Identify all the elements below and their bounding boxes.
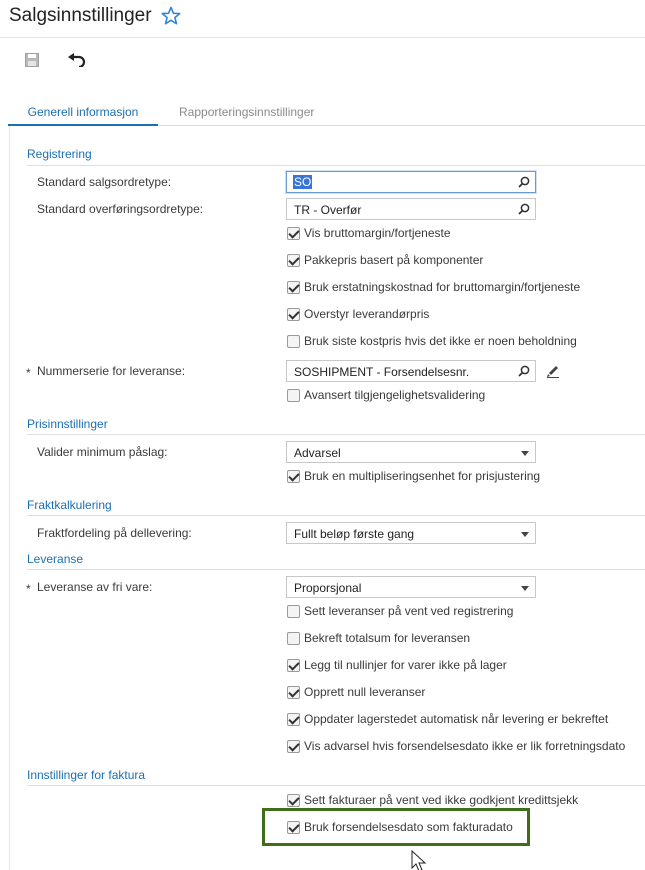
undo-icon: [68, 53, 86, 67]
checkbox-label: Vis advarsel hvis forsendelsesdato ikke er lik forretningsdato: [304, 739, 626, 753]
section-innstillinger-faktura: Innstillinger for faktura: [27, 768, 146, 782]
checkbox-label: Avansert tilgjengelighetsvalidering: [304, 388, 486, 402]
search-icon[interactable]: [518, 365, 530, 377]
section-registrering: Registrering: [27, 147, 92, 161]
checkbox-vis-bruttomargin[interactable]: [287, 227, 300, 240]
checkbox-label: Bekreft totalsum for leveransen: [304, 631, 471, 645]
title-bar: [0, 0, 645, 38]
section-divider: [27, 434, 645, 435]
checkbox-advarsel-forsendelsesdato[interactable]: [287, 740, 300, 753]
section-divider: [27, 785, 645, 786]
chevron-down-icon: [521, 451, 529, 456]
checkbox-label: Bruk en multipliseringsenhet for prisjustering: [304, 469, 541, 483]
valider-minimum-paslag-select[interactable]: [286, 441, 536, 463]
save-button[interactable]: [21, 50, 43, 70]
checkbox-label: Vis bruttomargin/fortjeneste: [304, 226, 451, 240]
page-title: Salgsinnstillinger: [9, 5, 152, 26]
checkbox-erstatningskostnad[interactable]: [287, 281, 300, 294]
standard-overforingsordretype-input[interactable]: [286, 198, 536, 220]
chevron-down-icon: [521, 586, 529, 591]
standard-salgsordretype-input[interactable]: [286, 171, 536, 193]
nummerserie-label: Nummerserie for leveranse:: [37, 364, 186, 378]
chevron-down-icon: [521, 532, 529, 537]
standard-salgsordretype-label: Standard salgsordretype:: [37, 175, 172, 189]
checkbox-nullinjer[interactable]: [287, 659, 300, 672]
search-icon[interactable]: [518, 176, 530, 188]
section-divider: [27, 165, 645, 166]
nummerserie-value: SOSHIPMENT - Forsendelsesnr.: [294, 365, 470, 379]
required-mark: *: [26, 366, 31, 380]
checkbox-label: Overstyr leverandørpris: [304, 307, 430, 321]
checkbox-pakkepris[interactable]: [287, 254, 300, 267]
tab-generell-informasjon[interactable]: Generell informasjon: [8, 105, 158, 126]
section-divider: [27, 569, 645, 570]
standard-overforingsordretype-label: Standard overføringsordretype:: [37, 202, 204, 216]
undo-button[interactable]: [66, 50, 88, 70]
checkbox-label: Pakkepris basert på komponenter: [304, 253, 484, 267]
standard-overforingsordretype-value: TR - Overfør: [294, 203, 362, 217]
checkbox-label: Legg til nullinjer for varer ikke på lager: [304, 658, 507, 672]
leveranse-fri-vare-label: Leveranse av fri vare:: [37, 580, 153, 594]
checkbox-label: Sett leveranser på vent ved registrering: [304, 604, 514, 618]
checkbox-label: Bruk forsendelsesdato som fakturadato: [304, 820, 513, 834]
leveranse-fri-vare-value: Proporsjonal: [294, 581, 362, 595]
checkbox-null-leveranser[interactable]: [287, 686, 300, 699]
checkbox-leveranser-pa-vent[interactable]: [287, 605, 300, 618]
mouse-cursor-icon: [410, 850, 432, 870]
valider-minimum-paslag-label: Valider minimum påslag:: [37, 445, 168, 459]
checkbox-bekreft-totalsum[interactable]: [287, 632, 300, 645]
nummerserie-input[interactable]: [286, 360, 536, 382]
tab-bar: [8, 94, 645, 126]
checkbox-fakturaer-pa-vent[interactable]: [287, 794, 300, 807]
checkbox-label: Bruk erstatningskostnad for bruttomargin/fortjeneste: [304, 280, 581, 294]
leveranse-fri-vare-select[interactable]: [286, 576, 536, 598]
checkbox-label: Oppdater lagerstedet automatisk når levering er bekreftet: [304, 712, 609, 726]
section-fraktkalkulering: Fraktkalkulering: [27, 498, 112, 512]
standard-salgsordretype-value: SO: [294, 175, 312, 189]
section-leveranse: Leveranse: [27, 552, 84, 566]
tab-rapporteringsinnstillinger[interactable]: Rapporteringsinnstillinger: [179, 105, 315, 119]
checkbox-label: Sett fakturaer på vent ved ikke godkjent kredittsjekk: [304, 793, 579, 807]
checkbox-oppdater-lagersted[interactable]: [287, 713, 300, 726]
checkbox-forsendelsesdato-fakturadato[interactable]: [287, 821, 300, 834]
valider-minimum-paslag-value: Advarsel: [294, 446, 341, 460]
section-divider: [27, 515, 645, 516]
fraktfordeling-select[interactable]: [286, 522, 536, 544]
checkbox-multipliseringsenhet[interactable]: [287, 470, 300, 483]
checkbox-label: Bruk siste kostpris hvis det ikke er noen beholdning: [304, 334, 577, 348]
checkbox-siste-kostpris[interactable]: [287, 335, 300, 348]
search-icon[interactable]: [518, 203, 530, 215]
pencil-edit-icon[interactable]: [546, 364, 560, 378]
save-icon: [25, 53, 39, 67]
checkbox-label: Opprett null leveranser: [304, 685, 426, 699]
checkbox-overstyr-leverandorpris[interactable]: [287, 308, 300, 321]
section-prisinnstillinger: Prisinnstillinger: [27, 417, 108, 431]
required-mark: *: [26, 582, 31, 596]
fraktfordeling-value: Fullt beløp første gang: [294, 527, 415, 541]
star-icon[interactable]: [161, 6, 181, 26]
checkbox-avansert-tilgjengelighet[interactable]: [287, 389, 300, 402]
fraktfordeling-label: Fraktfordeling på dellevering:: [37, 526, 192, 540]
